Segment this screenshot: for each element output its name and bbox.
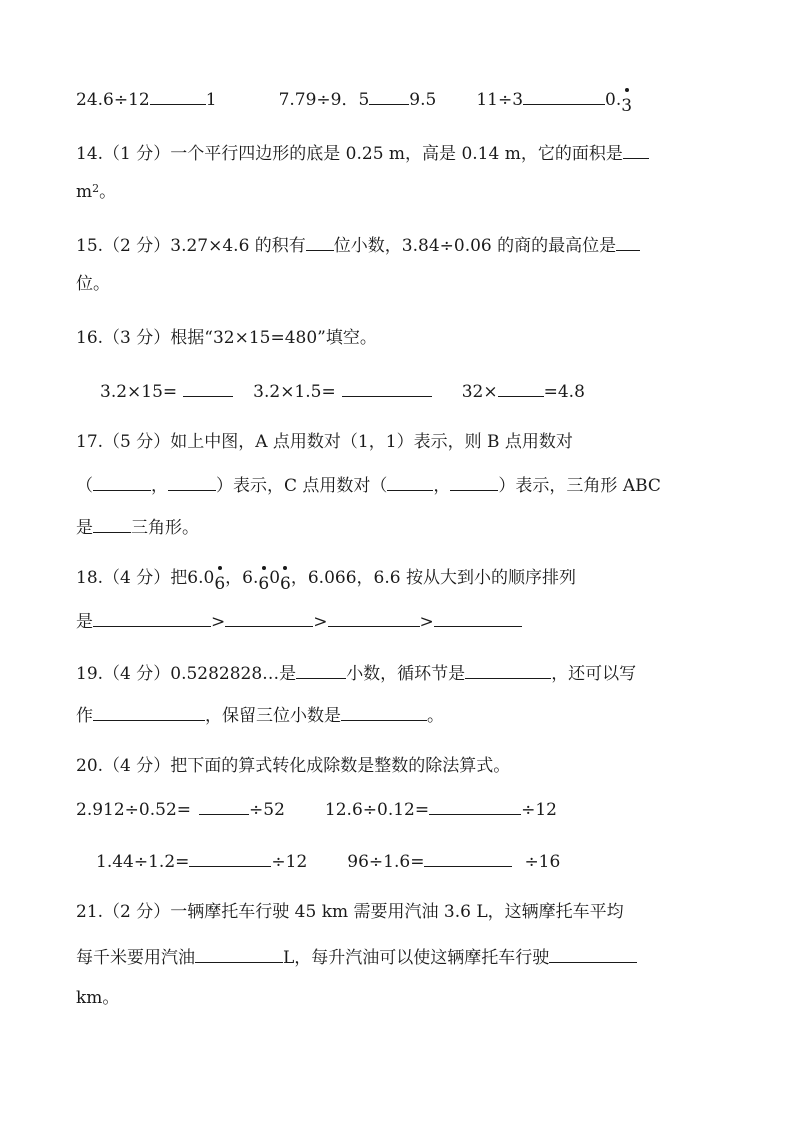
answer-blank[interactable] xyxy=(465,660,551,679)
answer-blank[interactable] xyxy=(189,848,271,867)
q14-text: 14.（1 分）一个平行四边形的底是 0.25 m，高是 0.14 m，它的面积是 xyxy=(76,144,623,164)
paren: （ xyxy=(76,476,93,496)
q20-r2b-left: 96÷1.6= xyxy=(347,852,425,872)
q17-l3-start: 是 xyxy=(76,518,93,538)
q18-line1 xyxy=(76,566,576,594)
q19-line1 xyxy=(76,660,636,686)
q20-r2b-right: ÷16 xyxy=(524,852,561,872)
q20-r2a-left: 1.44÷1.2= xyxy=(96,852,190,872)
q16-e1: 3.2×15= xyxy=(100,382,178,402)
q14-end: 。 xyxy=(99,182,117,202)
comma: ， xyxy=(225,568,243,588)
q16-line1 xyxy=(76,326,377,350)
answer-blank[interactable] xyxy=(341,702,427,721)
q20-text: 20.（4 分）把下面的算式转化成除数是整数的除法算式。 xyxy=(76,756,511,776)
q19-l2-start: 作 xyxy=(76,706,93,726)
q21-line2 xyxy=(76,944,637,970)
q17-line1 xyxy=(76,430,573,454)
answer-blank[interactable] xyxy=(424,848,512,867)
answer-blank[interactable] xyxy=(523,86,605,105)
expr-b-left: 7.79÷9．5 xyxy=(278,90,370,110)
q21-text1: 21.（2 分）一辆摩托车行驶 45 km 需要用汽油 3.6 L，这辆摩托车平均 xyxy=(76,902,624,922)
q14-line2 xyxy=(76,180,116,204)
answer-blank[interactable] xyxy=(168,472,216,491)
q14-unit-sup: 2 xyxy=(92,182,100,195)
q20-line2 xyxy=(76,796,557,822)
q15-line1 xyxy=(76,232,640,258)
expr-c-right-prefix: 0. xyxy=(605,90,622,110)
repeating-digit: 3 xyxy=(621,94,632,118)
q14-unit: m xyxy=(76,182,93,202)
q19-text2: 小数，循环节是 xyxy=(346,664,466,684)
q16-e2: 3.2×1.5= xyxy=(253,382,336,402)
q18-text: 18.（4 分）把 xyxy=(76,568,188,588)
answer-blank[interactable] xyxy=(93,472,151,491)
repeating-digit: 6 xyxy=(258,572,269,596)
q19-line2 xyxy=(76,702,444,728)
q15-text1: 15.（2 分）3.27×4.6 的积有 xyxy=(76,236,306,256)
answer-blank[interactable] xyxy=(498,378,544,397)
q20-r2a-right: ÷12 xyxy=(271,852,308,872)
digit: 0 xyxy=(269,568,281,588)
q15-text2: 位小数，3.84÷0.06 的商的最高位是 xyxy=(333,236,617,256)
answer-blank[interactable] xyxy=(93,702,205,721)
q20-r1a-left: 2.912÷0.52= xyxy=(76,800,192,820)
comma: ， xyxy=(433,476,451,496)
gt-sign: > xyxy=(313,612,328,632)
q16-e3-left: 32× xyxy=(461,382,498,402)
top-row xyxy=(76,86,633,116)
answer-blank[interactable] xyxy=(616,232,640,251)
q17-l3-end: 三角形。 xyxy=(131,518,199,538)
q19-l2-end: 。 xyxy=(427,706,444,726)
q16-e3-right: =4.8 xyxy=(543,382,585,402)
gt-sign: > xyxy=(211,612,226,632)
expr-a-left: 24.6÷12 xyxy=(76,90,150,110)
answer-blank[interactable] xyxy=(450,472,498,491)
q18-n1-prefix: 6.0 xyxy=(187,568,215,588)
q18-l2-start: 是 xyxy=(76,612,93,632)
q17-l2-mid: ）表示，C 点用数对（ xyxy=(216,476,388,496)
answer-blank[interactable] xyxy=(183,378,233,397)
answer-blank[interactable] xyxy=(549,944,637,963)
q20-line3 xyxy=(96,848,560,874)
q16-text: 16.（3 分）根据“32×15=480”填空。 xyxy=(76,328,377,348)
q21-l2-mid: L，每升汽油可以使这辆摩托车行驶 xyxy=(283,948,550,968)
answer-blank[interactable] xyxy=(150,86,206,105)
q14-line1 xyxy=(76,140,649,166)
repeating-digit: 6 xyxy=(280,572,291,596)
q21-line1 xyxy=(76,900,624,924)
answer-blank[interactable] xyxy=(93,514,131,533)
q20-r1b-left: 12.6÷0.12= xyxy=(324,800,430,820)
q21-line3 xyxy=(76,986,119,1010)
q15-line2 xyxy=(76,272,110,296)
answer-blank[interactable] xyxy=(296,660,346,679)
q17-l2-end: ）表示，三角形 ABC xyxy=(498,476,661,496)
expr-c-left: 11÷3 xyxy=(476,90,524,110)
answer-blank[interactable] xyxy=(195,944,283,963)
q20-line1 xyxy=(76,754,510,778)
answer-blank[interactable] xyxy=(93,608,211,627)
q19-text3: ，还可以写 xyxy=(551,664,637,684)
answer-blank[interactable] xyxy=(429,796,521,815)
gt-sign: > xyxy=(419,612,434,632)
q18-line2 xyxy=(76,608,522,634)
q18-n2-prefix: 6. xyxy=(242,568,259,588)
q15-text3: 位。 xyxy=(76,274,110,294)
answer-blank[interactable] xyxy=(369,86,409,105)
q21-l3: km。 xyxy=(76,988,120,1008)
answer-blank[interactable] xyxy=(199,796,249,815)
comma: ， xyxy=(151,476,168,496)
expr-b-right: 9.5 xyxy=(409,90,437,110)
q21-l2-start: 每千米要用汽油 xyxy=(76,948,195,968)
answer-blank[interactable] xyxy=(225,608,313,627)
q17-text1: 17.（5 分）如上中图，A 点用数对（1，1）表示，则 B 点用数对 xyxy=(76,432,573,452)
q17-line3 xyxy=(76,514,199,540)
answer-blank[interactable] xyxy=(328,608,420,627)
answer-blank[interactable] xyxy=(306,232,334,251)
q20-r1b-right: ÷12 xyxy=(521,800,557,820)
q19-text1: 19.（4 分）0.5282828…是 xyxy=(76,664,297,684)
q18-rest: ，6.066，6.6 按从大到小的顺序排列 xyxy=(290,568,576,588)
repeating-digit: 6 xyxy=(214,572,225,596)
q16-line2 xyxy=(100,378,585,404)
answer-blank[interactable] xyxy=(387,472,433,491)
q17-line2 xyxy=(76,472,661,498)
expr-a-right: 1 xyxy=(205,90,217,110)
answer-blank[interactable] xyxy=(342,378,432,397)
q19-l2-mid: ，保留三位小数是 xyxy=(205,706,341,726)
answer-blank[interactable] xyxy=(623,140,649,159)
q20-r1a-right: ÷52 xyxy=(249,800,285,820)
answer-blank[interactable] xyxy=(434,608,522,627)
